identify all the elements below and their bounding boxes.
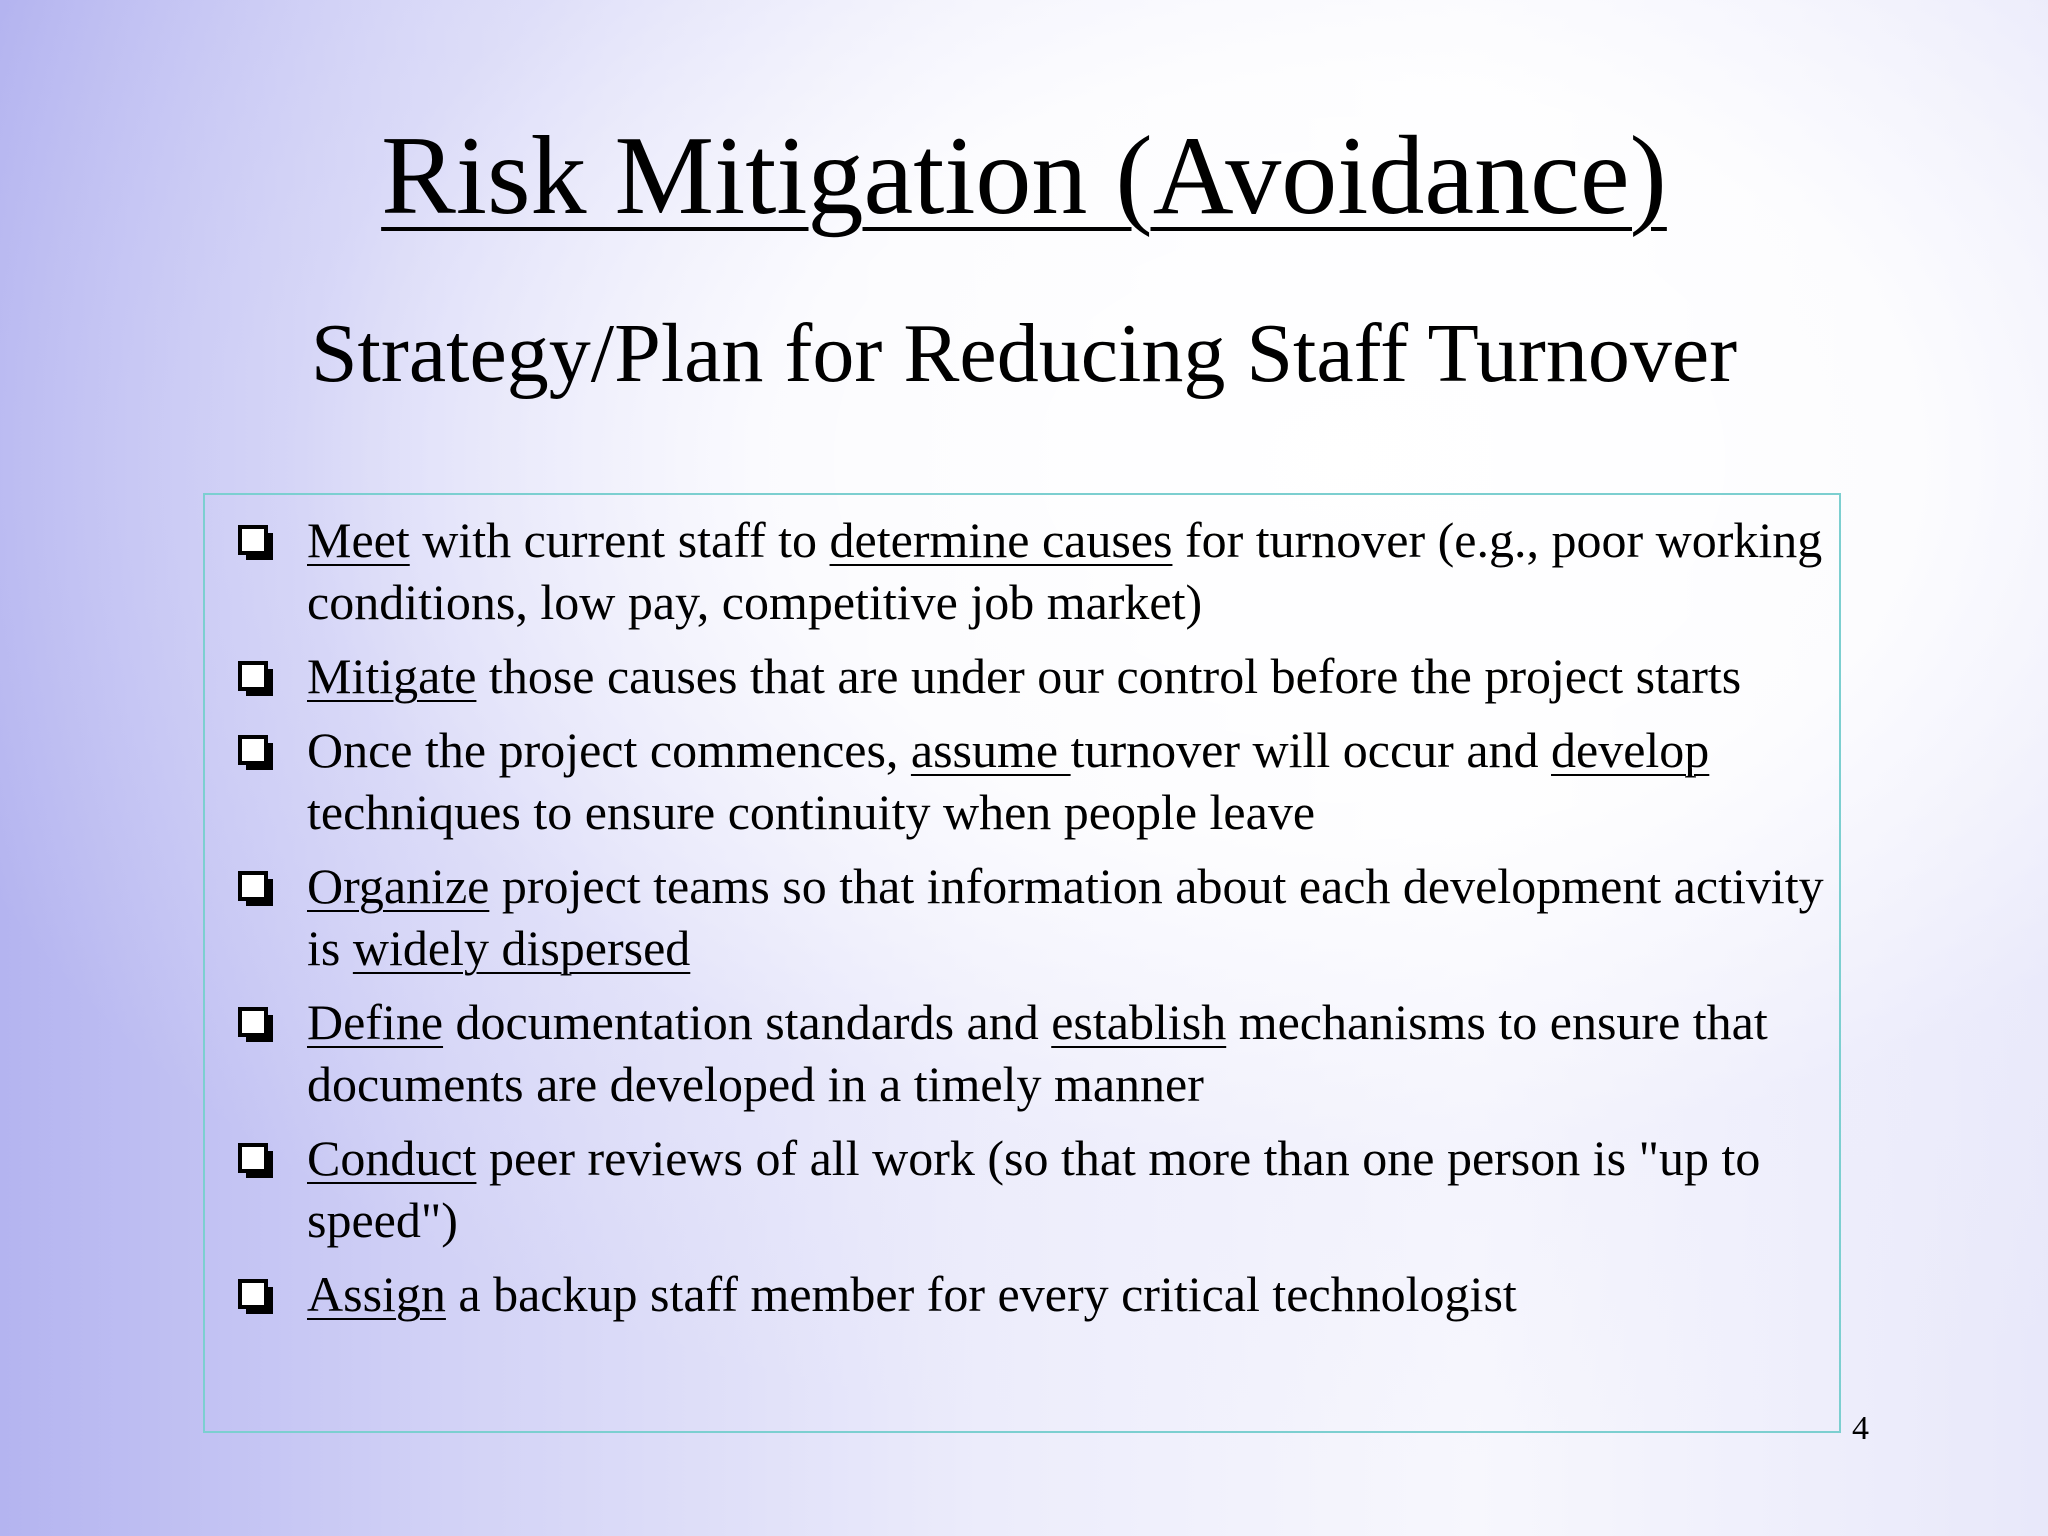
bullet-text-part: Meet bbox=[307, 512, 410, 568]
bullet-item bbox=[231, 719, 1831, 843]
checkbox-icon bbox=[238, 661, 268, 691]
checkbox-icon bbox=[238, 1279, 268, 1309]
bullet-text-part: Conduct bbox=[307, 1130, 477, 1186]
bullet-item bbox=[231, 855, 1831, 979]
bullet-item bbox=[231, 1263, 1831, 1325]
bullet-text-part: Define bbox=[307, 994, 444, 1050]
bullet-text-part: those causes that are under our control before the project starts bbox=[476, 648, 1742, 704]
bullet-list bbox=[231, 509, 1831, 1337]
checkbox-icon bbox=[238, 1007, 268, 1037]
bullet-text-part: peer reviews of all work (so that more than one person is "up to speed") bbox=[307, 1130, 1761, 1248]
bullet-text-part: develop bbox=[1551, 722, 1710, 778]
slide-title bbox=[0, 112, 2048, 241]
bullet-text-part: mechanisms to ensure that documents are developed in a timely manner bbox=[307, 994, 1768, 1112]
bullet-text-part: for turnover (e.g., poor working conditions, low pay, competitive job market) bbox=[307, 512, 1823, 630]
checkbox-icon bbox=[238, 871, 268, 901]
checkbox-icon bbox=[238, 1143, 268, 1173]
bullet-text-part: determine causes bbox=[829, 512, 1173, 568]
bullet-text-part: documentation standards and bbox=[443, 994, 1052, 1050]
bullet-text-part: widely dispersed bbox=[352, 920, 691, 976]
bullet-item bbox=[231, 1127, 1831, 1251]
bullet-text-part: project teams so that information about each development activity is bbox=[307, 858, 1824, 976]
bullet-text-part: Mitigate bbox=[307, 648, 477, 704]
bullet-text-part: Assign bbox=[307, 1266, 446, 1322]
slide-subtitle: Strategy/Plan for Reducing Staff Turnover bbox=[310, 307, 1738, 400]
bullet-text-part: establish bbox=[1051, 994, 1227, 1050]
bullet-text-part: turnover will occur and bbox=[1070, 722, 1552, 778]
checkbox-icon bbox=[238, 735, 268, 765]
bullet-text-part: a backup staff member for every critical technologist bbox=[445, 1266, 1517, 1322]
bullet-text-part: techniques to ensure continuity when people leave bbox=[307, 784, 1316, 840]
bullet-item bbox=[231, 991, 1831, 1115]
slide-title-text: Risk Mitigation (Avoidance) bbox=[381, 114, 1667, 238]
bullet-item bbox=[231, 509, 1831, 633]
content-box bbox=[203, 493, 1841, 1433]
bullet-text-part: with current staff to bbox=[409, 512, 830, 568]
checkbox-icon bbox=[238, 525, 268, 555]
bullet-text-part: Once the project commences, bbox=[307, 722, 911, 778]
bullet-text-part: Organize bbox=[307, 858, 490, 914]
page-number: 4 bbox=[1852, 1410, 1869, 1447]
bullet-text-part: assume bbox=[910, 722, 1071, 778]
bullet-item bbox=[231, 645, 1831, 707]
